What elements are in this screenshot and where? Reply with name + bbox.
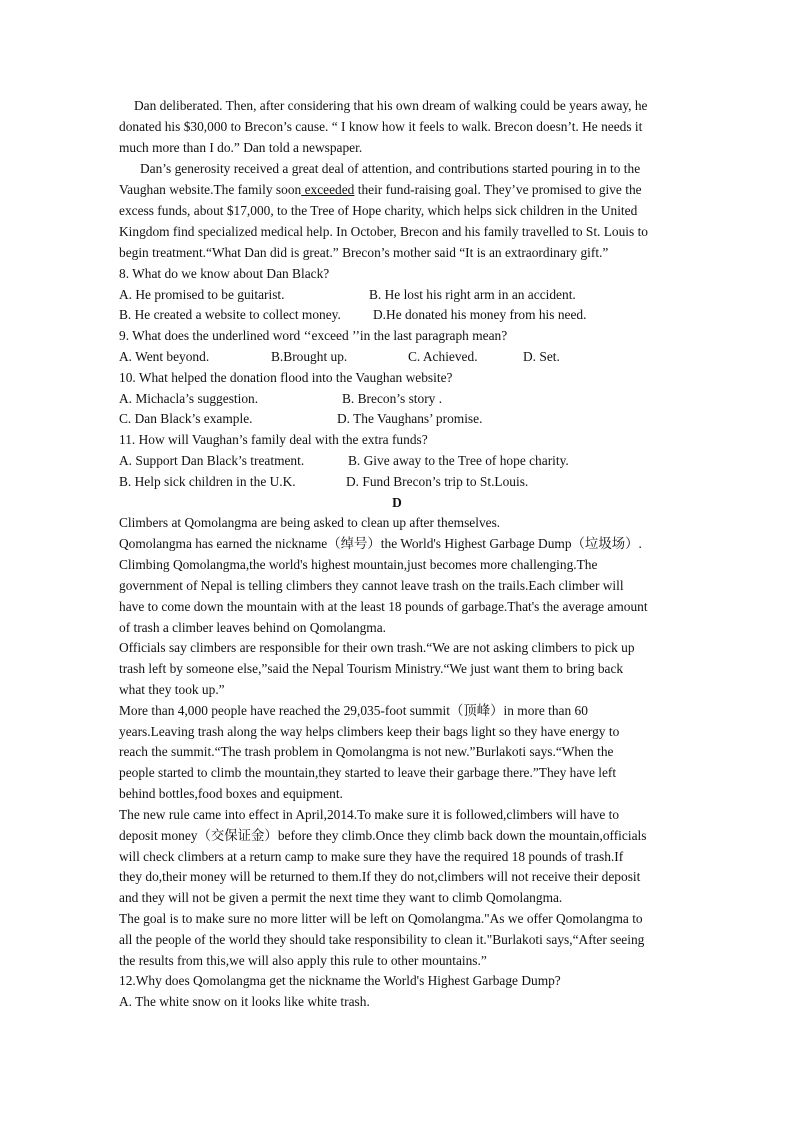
passage-d-line: More than 4,000 people have reached the 29,035-foot summit（顶峰）in more than 60	[119, 703, 588, 718]
passage-c-line: Dan’s generosity received a great deal of attention, and contributions started pouring in to the	[140, 161, 641, 176]
passage-d-line: The new rule came into effect in April,2014.To make sure it is followed,climbers will have to	[119, 807, 620, 822]
passage-d-line: the results from this,we will also apply this rule to other mountains.”	[119, 953, 487, 968]
passage-d-line: Climbers at Qomolangma are being asked to clean up after themselves.	[119, 515, 501, 530]
question-9-option-c: C. Achieved.	[408, 349, 478, 364]
passage-d-line: trash left by someone else,”said the Nepal Tourism Ministry.“We just want them to bring back	[119, 661, 624, 676]
question-12-option-a: A. The white snow on it looks like white trash.	[119, 994, 370, 1009]
question-9-option-d: D. Set.	[523, 349, 560, 364]
passage-d-line: of trash a climber leaves behind on Qomolangma.	[119, 620, 386, 635]
question-9-stem: 9. What does the underlined word ‘‘exceed ’’in the last paragraph mean?	[119, 328, 508, 343]
question-10-option-c: C. Dan Black’s example.	[119, 411, 253, 426]
question-8-option-b: B. He lost his right arm in an accident.	[369, 287, 576, 302]
question-8-option-d: D.He donated his money from his need.	[373, 307, 587, 322]
passage-d-line: years.Leaving trash along the way helps climbers keep their bags light so they have energy to	[119, 724, 620, 739]
passage-d-line: will check climbers at a return camp to make sure they have the required 18 pounds of trash.If	[119, 849, 624, 864]
question-11-option-d: D. Fund Brecon’s trip to St.Louis.	[346, 474, 529, 489]
question-10-option-b: B. Brecon’s story .	[342, 391, 443, 406]
question-11-option-a: A. Support Dan Black’s treatment.	[119, 453, 305, 468]
question-10-stem: 10. What helped the donation flood into the Vaughan website?	[119, 370, 453, 385]
question-11-option-b: B. Give away to the Tree of hope charity.	[348, 453, 569, 468]
passage-c-line	[119, 182, 642, 198]
passage-d-line: all the people of the world they should take responsibility to clean it."Burlakoti says,“After seeing	[119, 932, 645, 947]
passage-c-line: much more than I do.” Dan told a newspaper.	[119, 140, 363, 155]
question-11-option-c: B. Help sick children in the U.K.	[119, 474, 296, 489]
passage-d-heading: D	[392, 495, 402, 510]
passage-c-line: excess funds, about $17,000, to the Tree of Hope charity, which helps sick children in the United	[119, 203, 638, 218]
passage-d-line: what they took up.”	[119, 682, 225, 697]
passage-d-line: The goal is to make sure no more litter will be left on Qomolangma."As we offer Qomolangma to	[119, 911, 643, 926]
question-11-stem: 11. How will Vaughan’s family deal with the extra funds?	[119, 432, 428, 447]
question-9-option-b: B.Brought up.	[271, 349, 348, 364]
passage-c-line: Kingdom find specialized medical help. In October, Brecon and his family travelled to St. Louis to	[119, 224, 649, 239]
passage-d-line: Officials say climbers are responsible for their own trash.“We are not asking climbers to pick up	[119, 640, 635, 655]
passage-d-line: Qomolangma has earned the nickname（绰号）the World's Highest Garbage Dump（垃圾场）.	[119, 536, 642, 551]
question-12-stem: 12.Why does Qomolangma get the nickname the World's Highest Garbage Dump?	[119, 973, 561, 988]
question-8-option-c: B. He created a website to collect money.	[119, 307, 341, 322]
passage-d-line: behind bottles,food boxes and equipment.	[119, 786, 343, 801]
question-10-option-a: A. Michacla’s suggestion.	[119, 391, 259, 406]
passage-d-line: they do,their money will be returned to them.If they do not,climbers will not receive their deposit	[119, 869, 641, 884]
question-8-stem: 8. What do we know about Dan Black?	[119, 266, 330, 281]
passage-d-line: and they will not be given a permit the next time they want to climb Qomolangma.	[119, 890, 563, 905]
passage-d-line: reach the summit.“The trash problem in Qomolangma is not new.”Burlakoti says.“When the	[119, 744, 614, 759]
passage-c-line: begin treatment.“What Dan did is great.” Brecon’s mother said “It is an extraordinary gift.”	[119, 245, 609, 260]
question-8-option-a: A. He promised to be guitarist.	[119, 287, 285, 302]
text-segment: their fund-raising goal. They’ve promised to give the	[354, 182, 642, 197]
question-9-option-a: A. Went beyond.	[119, 349, 210, 364]
question-10-option-d: D. The Vaughans’ promise.	[337, 411, 483, 426]
passage-d-line: deposit money（交保证金）before they climb.Once they climb back down the mountain,officials	[119, 828, 647, 843]
passage-d-line: government of Nepal is telling climbers they cannot leave trash on the trails.Each climber will	[119, 578, 624, 593]
passage-c-line: donated his $30,000 to Brecon’s cause. “ I know how it feels to walk. Brecon doesn’t. He needs it	[119, 119, 643, 134]
text-segment: Vaughan website.The family soon	[119, 182, 302, 197]
passage-c-line: Dan deliberated. Then, after considering that his own dream of walking could be years away, he	[134, 98, 648, 113]
passage-d-line: have to come down the mountain with at the least 18 pounds of garbage.That's the average amount	[119, 599, 648, 614]
passage-d-line: people started to climb the mountain,they started to leave their garbage there.”They have left	[119, 765, 617, 780]
passage-d-line: Climbing Qomolangma,the world's highest mountain,just becomes more challenging.The	[119, 557, 598, 572]
underlined-word-exceeded: exceeded	[301, 182, 355, 197]
